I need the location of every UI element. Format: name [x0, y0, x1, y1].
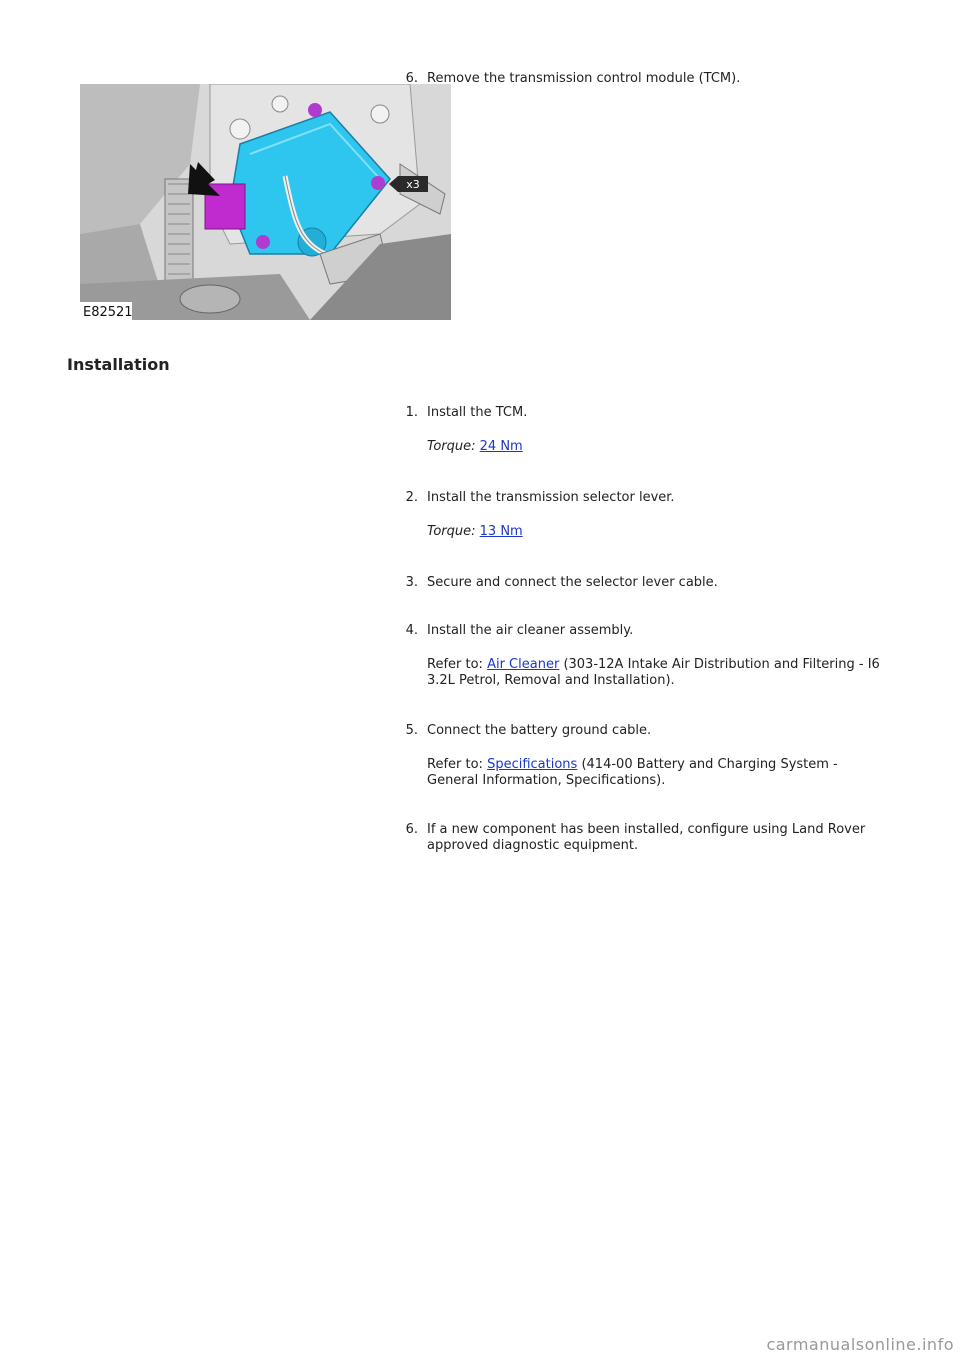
install-step-2: [405, 490, 887, 540]
engine-drawing: [80, 84, 451, 320]
step-number: 6.: [405, 822, 418, 837]
air-cleaner-link[interactable]: Air Cleaner: [487, 657, 560, 672]
torque-label: Torque:: [427, 524, 476, 539]
specifications-link[interactable]: Specifications: [487, 757, 578, 772]
torque-label: Torque:: [427, 439, 476, 454]
refer-suffix: (303-12A Intake Air Distribution and Filtering - I6 3.2L Petrol, Removal and Installation).: [427, 657, 880, 688]
install-step-5: [405, 723, 887, 789]
reference: [427, 757, 887, 789]
refer-prefix: Refer to:: [427, 657, 483, 672]
x3-callout: x3: [406, 178, 420, 191]
install-step-1: [405, 405, 887, 455]
torque-spec: [427, 524, 887, 540]
install-step-3: [405, 575, 887, 591]
torque-spec: [427, 439, 887, 455]
figure-id-label: E82521: [83, 305, 133, 320]
step-number: 6.: [405, 71, 418, 86]
reference: [427, 657, 887, 689]
torque-value-link[interactable]: 13 Nm: [479, 524, 523, 539]
step-text: Secure and connect the selector lever cable.: [427, 575, 718, 590]
removal-step-6: [405, 71, 887, 87]
step-text: If a new component has been installed, configure using Land Rover approved diagnostic equipment.: [427, 822, 866, 853]
install-step-4: [405, 623, 887, 689]
step-text: Remove the transmission control module (TCM).: [427, 71, 741, 86]
step-text: Install the TCM.: [427, 405, 528, 420]
step-number: 4.: [405, 623, 418, 638]
refer-prefix: Refer to:: [427, 757, 483, 772]
step-number: 5.: [405, 723, 418, 738]
step-text: Connect the battery ground cable.: [427, 723, 652, 738]
step-number: 1.: [405, 405, 418, 420]
installation-heading: Installation: [67, 355, 170, 374]
step-text: Install the transmission selector lever.: [427, 490, 675, 505]
step-number: 2.: [405, 490, 418, 505]
refer-suffix: (414-00 Battery and Charging System - General Information, Specifications).: [427, 757, 838, 788]
install-step-6: [405, 822, 887, 854]
watermark-footer: carmanualsonline.info: [766, 1335, 954, 1354]
step-text: Install the air cleaner assembly.: [427, 623, 634, 638]
torque-value-link[interactable]: 24 Nm: [479, 439, 523, 454]
step-number: 3.: [405, 575, 418, 590]
tcm-removal-illustration: [80, 84, 451, 320]
